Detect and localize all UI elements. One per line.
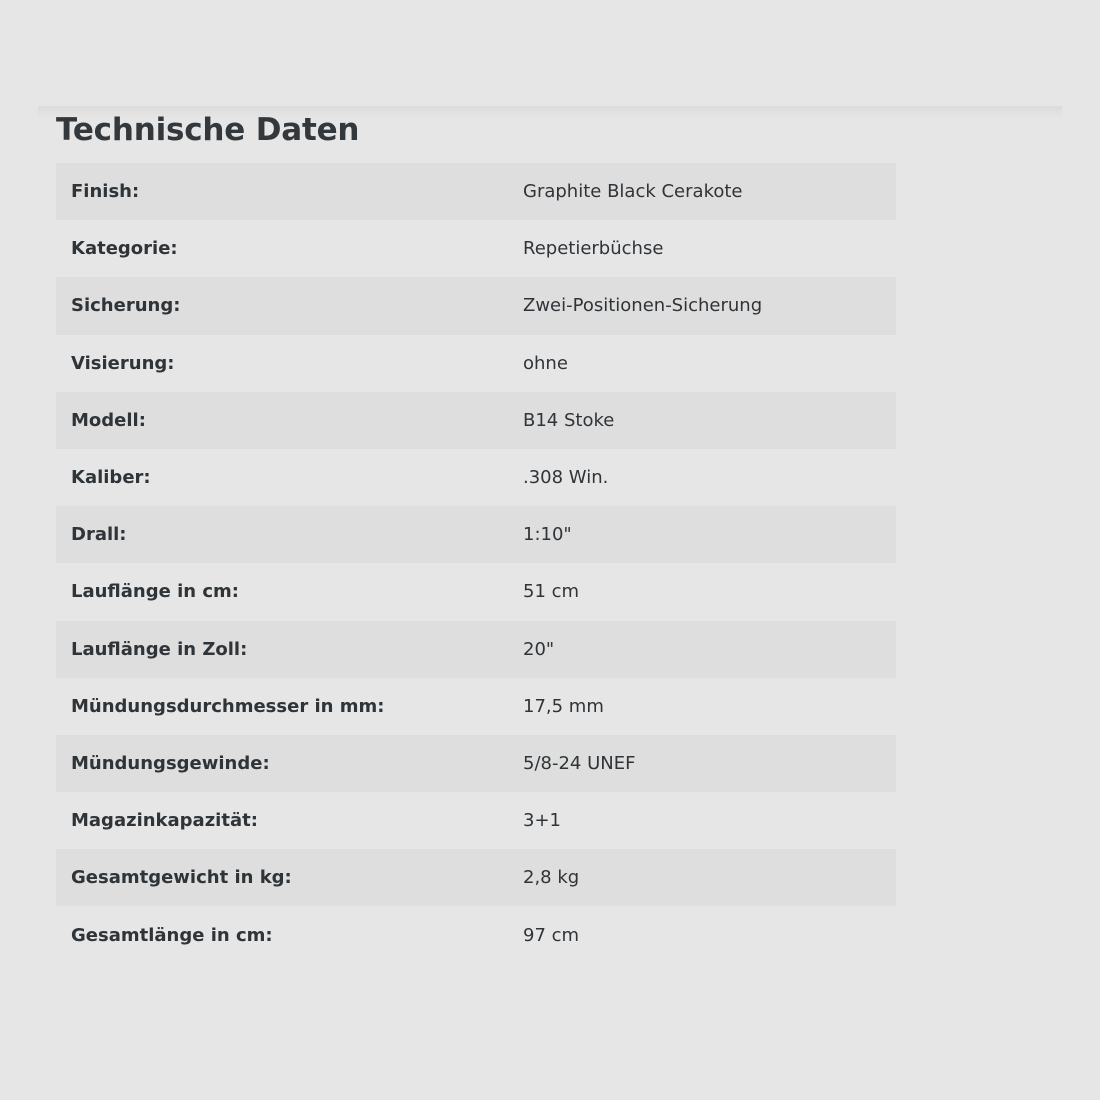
spec-row-modell — [56, 392, 896, 449]
spec-value: Zwei-Positionen-Sicherung — [508, 277, 896, 334]
spec-row-gesamtlaenge — [56, 906, 896, 963]
spec-row-muendungsdurchmesser — [56, 678, 896, 735]
spec-row-muendungsgewinde — [56, 735, 896, 792]
spec-label: Magazinkapazität: — [56, 792, 508, 849]
spec-value: B14 Stoke — [508, 392, 896, 449]
spec-row-kaliber — [56, 449, 896, 506]
spec-row-lauflaenge-zoll — [56, 621, 896, 678]
spec-table — [56, 163, 896, 964]
spec-row-drall — [56, 506, 896, 563]
spec-value: 5/8-24 UNEF — [508, 735, 896, 792]
spec-label: Gesamtlänge in cm: — [56, 906, 508, 963]
spec-row-lauflaenge-cm — [56, 563, 896, 620]
spec-label: Gesamtgewicht in kg: — [56, 849, 508, 906]
spec-label: Sicherung: — [56, 277, 508, 334]
spec-label: Kaliber: — [56, 449, 508, 506]
spec-row-magazinkapazitaet — [56, 792, 896, 849]
spec-label: Drall: — [56, 506, 508, 563]
spec-row-gesamtgewicht — [56, 849, 896, 906]
spec-label: Lauflänge in Zoll: — [56, 621, 508, 678]
spec-label: Kategorie: — [56, 220, 508, 277]
spec-label: Visierung: — [56, 335, 508, 392]
spec-value: 97 cm — [508, 906, 896, 963]
spec-value: 20" — [508, 621, 896, 678]
spec-label: Mündungsgewinde: — [56, 735, 508, 792]
spec-label: Finish: — [56, 163, 508, 220]
spec-value: 1:10" — [508, 506, 896, 563]
spec-value: 2,8 kg — [508, 849, 896, 906]
spec-value: Repetierbüchse — [508, 220, 896, 277]
spec-value: .308 Win. — [508, 449, 896, 506]
spec-label: Mündungsdurchmesser in mm: — [56, 678, 508, 735]
spec-row-visierung — [56, 335, 896, 392]
spec-label: Modell: — [56, 392, 508, 449]
section-title: Technische Daten — [56, 112, 360, 148]
spec-row-kategorie — [56, 220, 896, 277]
spec-value: 17,5 mm — [508, 678, 896, 735]
spec-value: 3+1 — [508, 792, 896, 849]
spec-value: 51 cm — [508, 563, 896, 620]
spec-value: ohne — [508, 335, 896, 392]
spec-label: Lauflänge in cm: — [56, 563, 508, 620]
spec-value: Graphite Black Cerakote — [508, 163, 896, 220]
spec-row-sicherung — [56, 277, 896, 334]
spec-row-finish — [56, 163, 896, 220]
